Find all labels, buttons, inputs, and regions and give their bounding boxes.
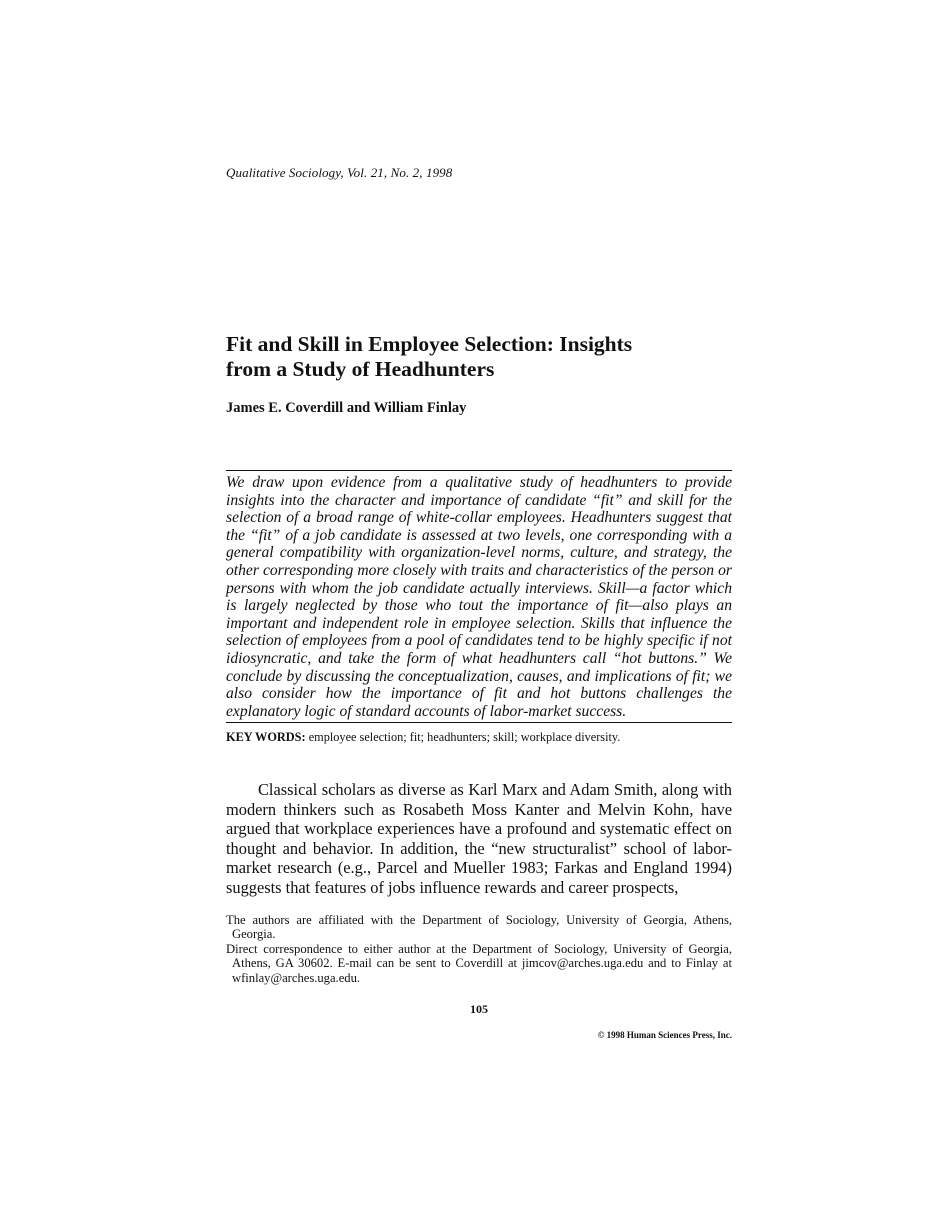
keywords-line: [226, 730, 620, 745]
article-title: [226, 332, 732, 382]
journal-citation: Qualitative Sociology, Vol. 21, No. 2, 1998: [226, 165, 453, 180]
abstract-text: We draw upon evidence from a qualitative study of headhunters to provide insights into the character and importance of candidate “fit” and skill for the selection of a broad range of white-collar employees. Headhunters suggest that the “fit” of a job candidate is assessed at two levels, one corresponding with a general compatibility with organization-level norms, culture, and strategy, the other corresponding more closely with traits and characteristics of the person or persons with whom the job candidate actually interviews. Skill—a factor which is largely neglected by those who tout the importance of fit—also plays an important and independent role in employee selection. Skills that influence the selection of employees from a pool of candidates tend to be highly specific if not idiosyncratic, and take the form of what headhunters call “hot buttons.” We conclude by discussing the conceptualization, causes, and implications of fit; we also consider how the importance of fit and hot buttons challenges the explanatory logic of standard accounts of labor-market success.: [226, 474, 732, 720]
title-line-1: Fit and Skill in Employee Selection: Insights: [226, 332, 633, 356]
keywords-text: employee selection; fit; headhunters; skill; workplace diversity.: [308, 730, 621, 744]
body-paragraph: Classical scholars as diverse as Karl Marx and Adam Smith, along with modern thinkers such as Rosabeth Moss Kanter and Melvin Kohn, have argued that workplace experiences have a profound and systematic effect on thought and behavior. In addition, the “new structuralist” school of labor-market research (e.g., Parcel and Mueller 1983; Farkas and England 1994) suggests that features of jobs influence rewards and career prospects,: [226, 780, 732, 897]
title-line-2: from a Study of Headhunters: [226, 357, 495, 381]
keywords-label: KEY WORDS:: [226, 730, 306, 744]
author-list: James E. Coverdill and William Finlay: [226, 400, 467, 416]
page-number: 105: [470, 1002, 488, 1016]
abstract-box: [226, 470, 732, 723]
footnote-correspondence: Direct correspondence to either author at the Department of Sociology, University of Georgia, Athens, GA 30602. E-mail can be sent to Coverdill at jimcov@arches.uga.edu and to Finlay at wfinlay@arches.uga.edu.: [226, 941, 732, 985]
copyright-notice: © 1998 Human Sciences Press, Inc.: [597, 1030, 732, 1040]
footnotes: [226, 913, 732, 985]
footnote-affiliation: The authors are affiliated with the Department of Sociology, University of Georgia, Athens, Georgia.: [226, 913, 732, 942]
